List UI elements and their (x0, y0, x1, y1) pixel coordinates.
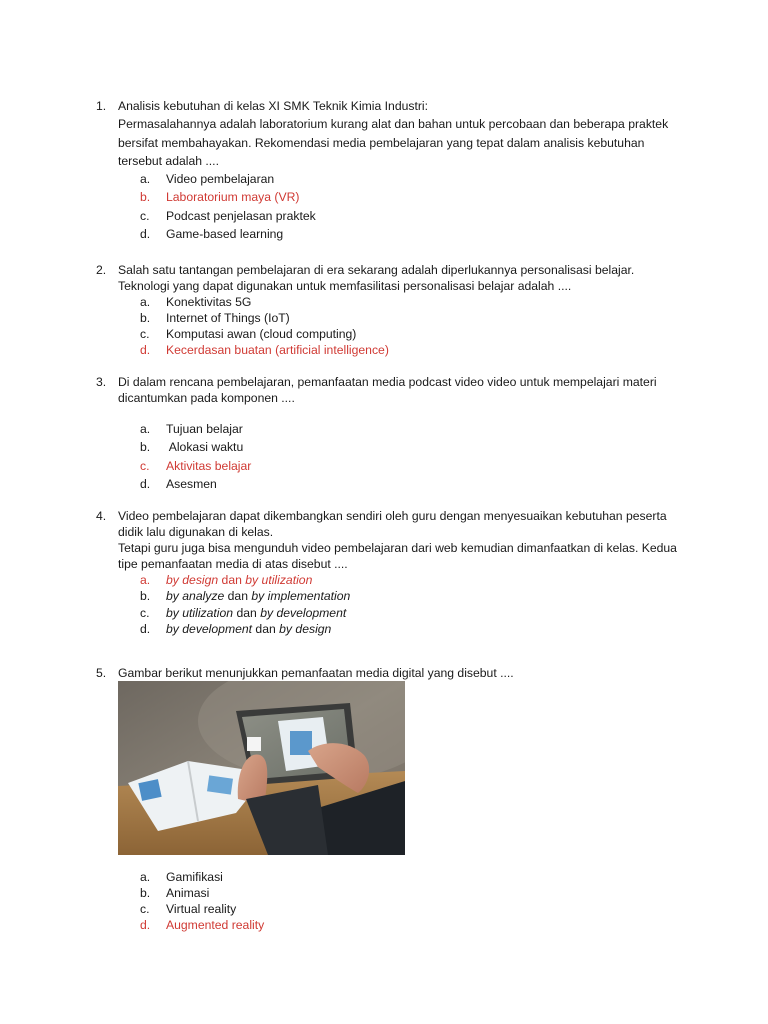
option-b-correct: b. Laboratorium maya (VR) (140, 190, 300, 205)
option-d-correct: d. Kecerdasan buatan (artificial intelligence) (140, 343, 389, 358)
option-b: b. Alokasi waktu (140, 440, 244, 455)
question-5 (96, 665, 716, 681)
question-text-line: dicantumkan pada komponen .... (118, 391, 295, 406)
question-text-line: Salah satu tantangan pembelajaran di era sekarang adalah diperlukannya personalisasi belajar. (118, 263, 635, 277)
photo-illustration (118, 681, 405, 855)
question-5-options (96, 869, 716, 933)
question-text-line: tersebut adalah .... (118, 153, 219, 168)
question-text-line: Teknologi yang dapat digunakan untuk memfasilitasi personalisasi belajar adalah .... (118, 279, 572, 294)
question-number: 3. (96, 375, 107, 389)
question-number: 5. (96, 666, 107, 680)
question-4 (96, 508, 716, 637)
option-d: d. by development dan by design (140, 621, 332, 636)
option-b: b. by analyze dan by implementation (140, 589, 351, 604)
question-text-line: Analisis kebutuhan di kelas XI SMK Teknik Kimia Industri: (118, 99, 429, 113)
option-c: c. by utilization dan by development (140, 605, 347, 620)
option-b: b. Animasi (140, 886, 210, 901)
question-text-line: Gambar berikut menunjukkan pemanfaatan media digital yang disebut .... (118, 666, 514, 680)
option-a: a. Gamifikasi (140, 870, 223, 884)
question-text-line: Permasalahannya adalah laboratorium kurang alat dan bahan untuk percobaan dan beberapa praktek (118, 117, 669, 132)
question-2 (96, 262, 716, 359)
question-text-line: bersifat membahayakan. Rekomendasi media pembelajaran yang tepat dalam analisis kebutuhan (118, 135, 645, 150)
question-3 (96, 374, 716, 493)
ar-marker (247, 737, 261, 751)
option-c: c. Komputasi awan (cloud computing) (140, 327, 357, 342)
option-d: d. Asesmen (140, 477, 217, 492)
ar-tablet-photo (118, 681, 405, 855)
option-d-correct: d. Augmented reality (140, 918, 265, 933)
question-text-line: didik lalu digunakan di kelas. (118, 525, 274, 540)
question-text-line: Tetapi guru juga bisa mengunduh video pembelajaran dari web kemudian dimanfaatkan di kelas. Kedua (118, 541, 677, 556)
option-c: c. Podcast penjelasan praktek (140, 208, 316, 223)
option-a: a. Video pembelajaran (140, 172, 275, 187)
question-text-line: Video pembelajaran dapat dikembangkan sendiri oleh guru dengan menyesuaikan kebutuhan peserta (118, 509, 667, 523)
option-a: a. Tujuan belajar (140, 422, 243, 437)
question-number: 1. (96, 99, 107, 113)
option-a-correct: a. by design dan by utilization (140, 573, 313, 588)
question-number: 4. (96, 509, 107, 523)
option-a: a. Konektivitas 5G (140, 295, 252, 310)
option-c: c. Virtual reality (140, 902, 237, 917)
question-text-line: tipe pemanfaatan media di atas disebut .... (118, 557, 348, 572)
question-text-line: Di dalam rencana pembelajaran, pemanfaatan media podcast video video untuk mempelajari materi (118, 375, 657, 389)
option-b: b. Internet of Things (IoT) (140, 311, 290, 326)
option-d: d. Game-based learning (140, 227, 284, 242)
question-number: 2. (96, 263, 107, 277)
book-illustration (207, 775, 233, 794)
question-1 (96, 97, 716, 243)
option-c-correct: c. Aktivitas belajar (140, 458, 252, 473)
